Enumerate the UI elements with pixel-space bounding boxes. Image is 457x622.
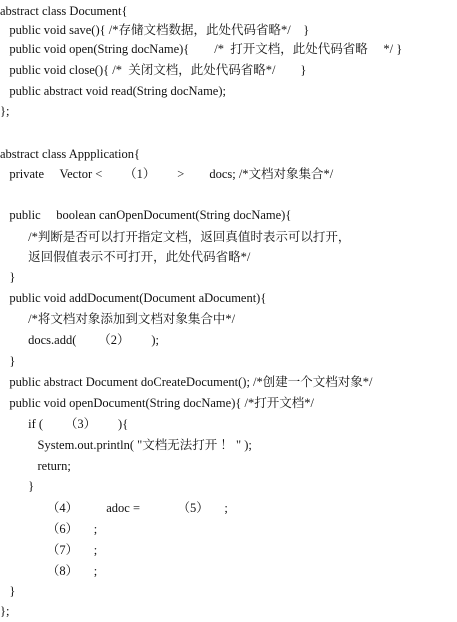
code-line: if ( （3） ){ [0, 417, 129, 431]
code-line: /*将文档对象添加到文档对象集合中*/ [0, 312, 236, 326]
code-line: public abstract Document doCreateDocument(); /*创建一个文档对象*/ [0, 375, 373, 389]
code-line: docs.add( （2） ); [0, 333, 160, 347]
code-line: abstract class Document{ [0, 4, 128, 18]
code-line: public void save(){ /*存储文档数据，此处代码省略*/ } [0, 23, 310, 37]
code-line: public abstract void read(String docName); [0, 84, 226, 98]
code-line: } [0, 354, 16, 368]
code-line: public void addDocument(Document aDocument){ [0, 291, 267, 305]
code-line: } [0, 270, 16, 284]
code-line: return; [0, 459, 71, 473]
code-line: 返回假值表示不可打开，此处代码省略*/ [0, 250, 251, 264]
code-line: public void close(){ /* 关闭文档，此处代码省略*/ } [0, 63, 307, 77]
code-line: } [0, 479, 35, 493]
code-line: （6） ; [0, 522, 98, 536]
code-line: （8） ; [0, 564, 98, 578]
code-line: private Vector < （1） > docs; /*文档对象集合*/ [0, 167, 334, 181]
code-line: /*判断是否可以打开指定文档，返回真值时表示可以打开， [0, 230, 351, 244]
code-line: （4） adoc = （5） ; [0, 501, 228, 515]
code-line: }; [0, 604, 10, 618]
code-line: abstract class Appplication{ [0, 147, 140, 161]
code-line: } [0, 584, 16, 598]
code-line: public void open(String docName){ /* 打开文档，此处代码省略 */ } [0, 42, 403, 56]
code-line: public void openDocument(String docName){ /*打开文档*/ [0, 396, 314, 410]
code-line: （7） ; [0, 543, 98, 557]
code-line: System.out.println( "文档无法打开 ！ " ); [0, 438, 252, 452]
code-line: public boolean canOpenDocument(String docName){ [0, 208, 292, 222]
code-line: }; [0, 104, 10, 118]
